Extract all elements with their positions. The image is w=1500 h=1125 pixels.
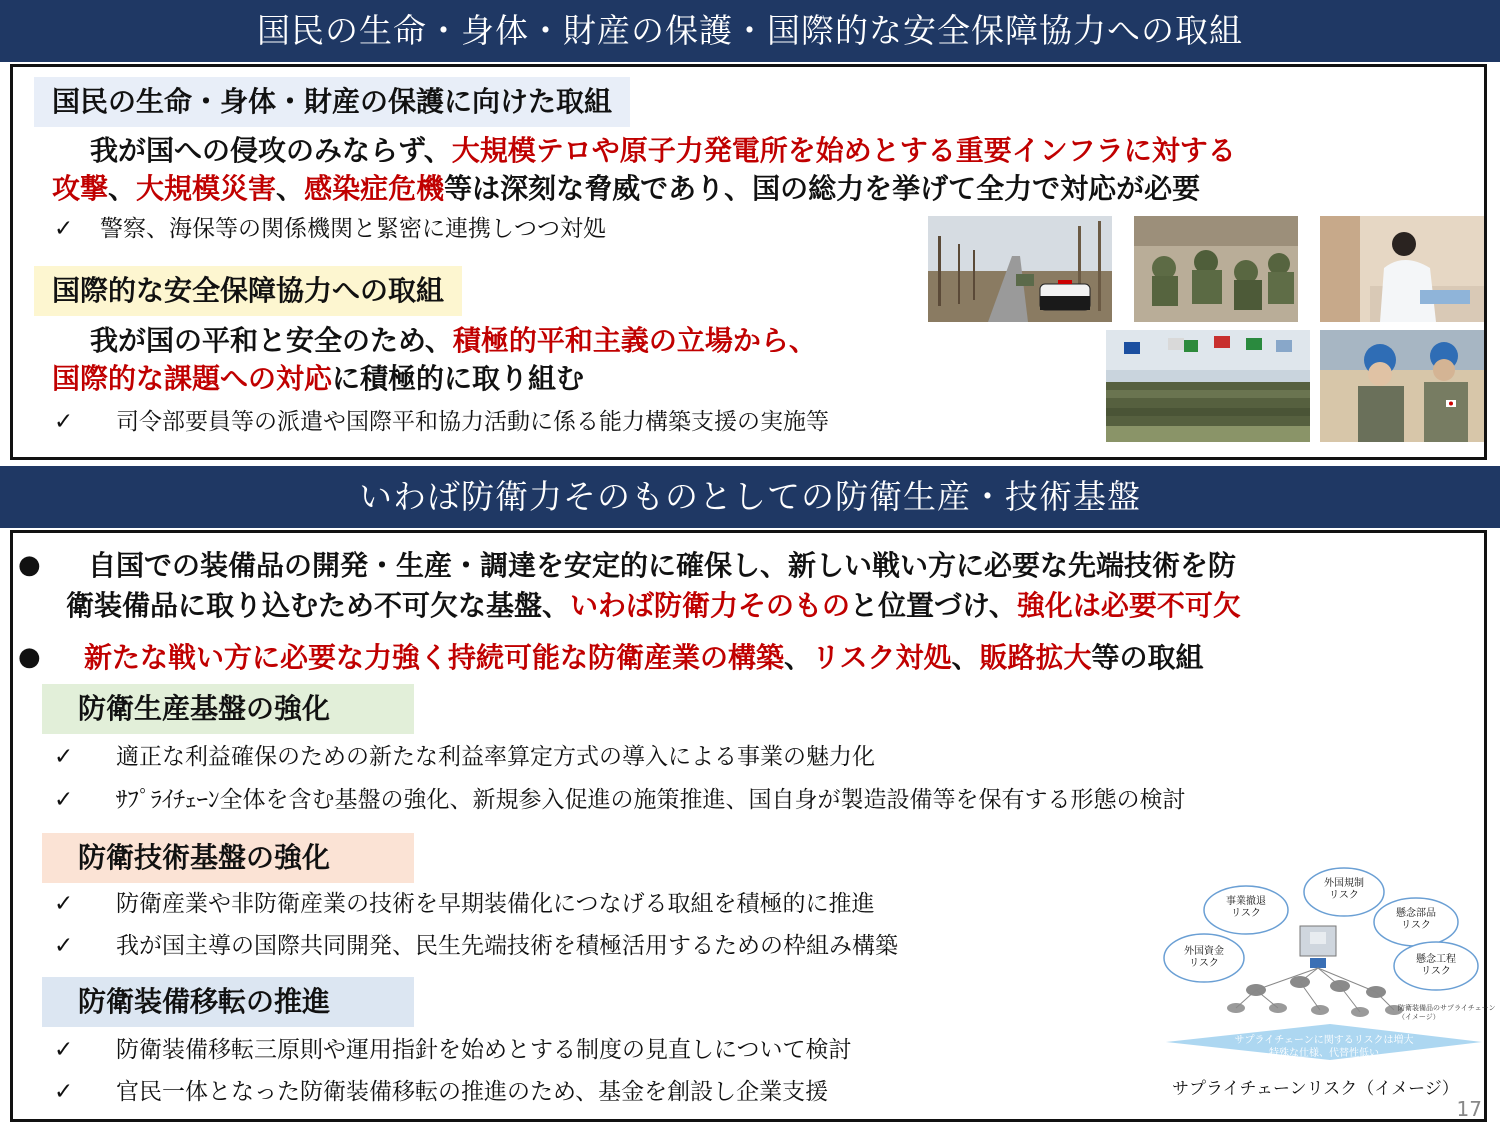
risk-cloud-label: 外国規制 リスク [1324,878,1364,901]
section2-check-item [54,406,829,438]
bullet1-text: 衛装備品に取り込むため不可欠な基盤、 [66,589,571,622]
check-icon: ✓ [54,409,74,435]
bullet2-highlight: 新たな戦い方に必要な力強く持続可能な防衛産業の構築 [84,641,785,674]
bullet1-line1: 自国での装備品の開発・生産・調達を安定的に確保し、新しい戦い方に必要な先端技術を防 [88,549,1237,582]
section1-highlight: 大規模テロや原子力発電所を始めとする重要インフラに対する [451,134,1236,167]
section2-text: 我が国の平和と安全のため、 [90,324,453,357]
arrow-text-line: サプライチェーンに関するリスクは増大 [1234,1035,1414,1046]
production-base-heading: 防衛生産基盤の強化 [42,684,414,734]
bullet-icon: ● [18,550,41,580]
bullet2-highlight: 販路拡大 [979,641,1092,674]
bullet1-highlight: 強化は必要不可欠 [1016,589,1241,622]
check-icon: ✓ [54,216,74,242]
transfer-item [54,1034,852,1066]
comma: 、 [108,172,137,205]
section1-text: 等は深刻な脅威であり、国の総力を挙げて全力で対応が必要 [444,172,1201,205]
section2-line2 [52,360,584,398]
technology-base-heading: 防衛技術基盤の強化 [42,833,414,883]
supply-chain-arrow-text [1160,1034,1488,1060]
check-icon: ✓ [54,1037,74,1063]
check-item-text: 司令部要員等の派遣や国際平和協力活動に係る能力構築支援の実施等 [116,409,829,435]
bullet1-highlight: いわば防衛力そのもの [570,589,851,622]
section2-text: に積極的に取り組む [332,362,585,395]
bullet1-text: と位置づけ、 [850,589,1017,622]
page-number: 17 [1456,1097,1482,1121]
diagram-caption: サプライチェーンリスク（イメージ） [1172,1079,1459,1099]
bullet1-line2 [66,587,1241,625]
technology-item [54,888,875,920]
risk-cloud-label: 外国資金 リスク [1184,946,1224,969]
top-banner-title: 国民の生命・身体・財産の保護・国際的な安全保障協力への取組 [0,0,1500,62]
arrow-text-line: 特殊な仕様、代替性低い [1269,1048,1379,1059]
transfer-item [54,1076,828,1108]
highlight-disaster: 大規模災害 [136,172,277,205]
technology-item [54,930,898,962]
technology-item-text: 防衛産業や非防衛産業の技術を早期装備化につなげる取組を積極的に推進 [116,891,875,917]
transfer-item-text: 官民一体となった防衛装備移転の推進のため、基金を創設し企業支援 [116,1079,829,1105]
production-item-text: ｻﾌﾟﾗｲﾁｪｰﾝ全体を含む基盤の強化、新規参入促進の施策推進、国自身が製造設備等を保有する形態の検討 [116,787,1186,813]
highlight-infection: 感染症危機 [304,172,445,205]
technology-item-text: 我が国主導の国際共同開発、民生先端技術を積極活用するための枠組み構築 [116,933,898,959]
section2-highlight: 積極的平和主義の立場から、 [452,324,817,357]
risk-cloud-label: 事業撤退 リスク [1226,896,1266,919]
supply-chain-note: 防衛装備品のサプライチェーン （イメージ） [1398,1004,1496,1021]
peacekeeper-photo [1320,330,1484,442]
comma: 、 [276,172,305,205]
bullet-icon: ● [18,642,41,672]
check-icon: ✓ [54,787,74,813]
section1-heading: 国民の生命・身体・財産の保護に向けた取組 [34,77,630,127]
section2-line1 [90,322,817,360]
police-road-photo [928,216,1112,322]
disaster-relief-photo [1134,216,1298,322]
highlight-attack: 攻撃 [52,172,109,205]
risk-cloud-label: 懸念工程 リスク [1416,954,1456,977]
bullet2-line [84,639,1204,677]
equipment-transfer-heading: 防衛装備移転の推進 [42,977,414,1027]
section1-line1 [90,132,1236,170]
bullet2-text: 等の取組 [1091,641,1204,674]
comma: 、 [951,641,980,674]
section2-heading: 国際的な安全保障協力への取組 [34,266,462,316]
section2-highlight: 国際的な課題への対応 [52,362,333,395]
check-icon: ✓ [54,744,74,770]
check-icon: ✓ [54,891,74,917]
comma: 、 [784,641,813,674]
transfer-item-text: 防衛装備移転三原則や運用指針を始めとする制度の見直しについて検討 [116,1037,852,1063]
check-icon: ✓ [54,933,74,959]
section1-line2 [52,170,1200,208]
international-group-photo [1106,330,1310,442]
check-item-text: 警察、海保等の関係機関と緊密に連携しつつ対処 [100,216,606,242]
production-item-text: 適正な利益確保のための新たな利益率算定方式の導入による事業の魅力化 [116,744,875,770]
section1-text: 我が国への侵攻のみならず、 [90,134,452,167]
section1-check-item [54,213,606,245]
medical-care-photo [1320,216,1484,322]
production-item [54,784,1186,816]
middle-banner-title: いわば防衛力そのものとしての防衛生産・技術基盤 [0,466,1500,528]
risk-cloud-label: 懸念部品 リスク [1396,908,1436,931]
bullet2-highlight: リスク対処 [812,641,952,674]
check-icon: ✓ [54,1079,74,1105]
production-item [54,741,875,773]
